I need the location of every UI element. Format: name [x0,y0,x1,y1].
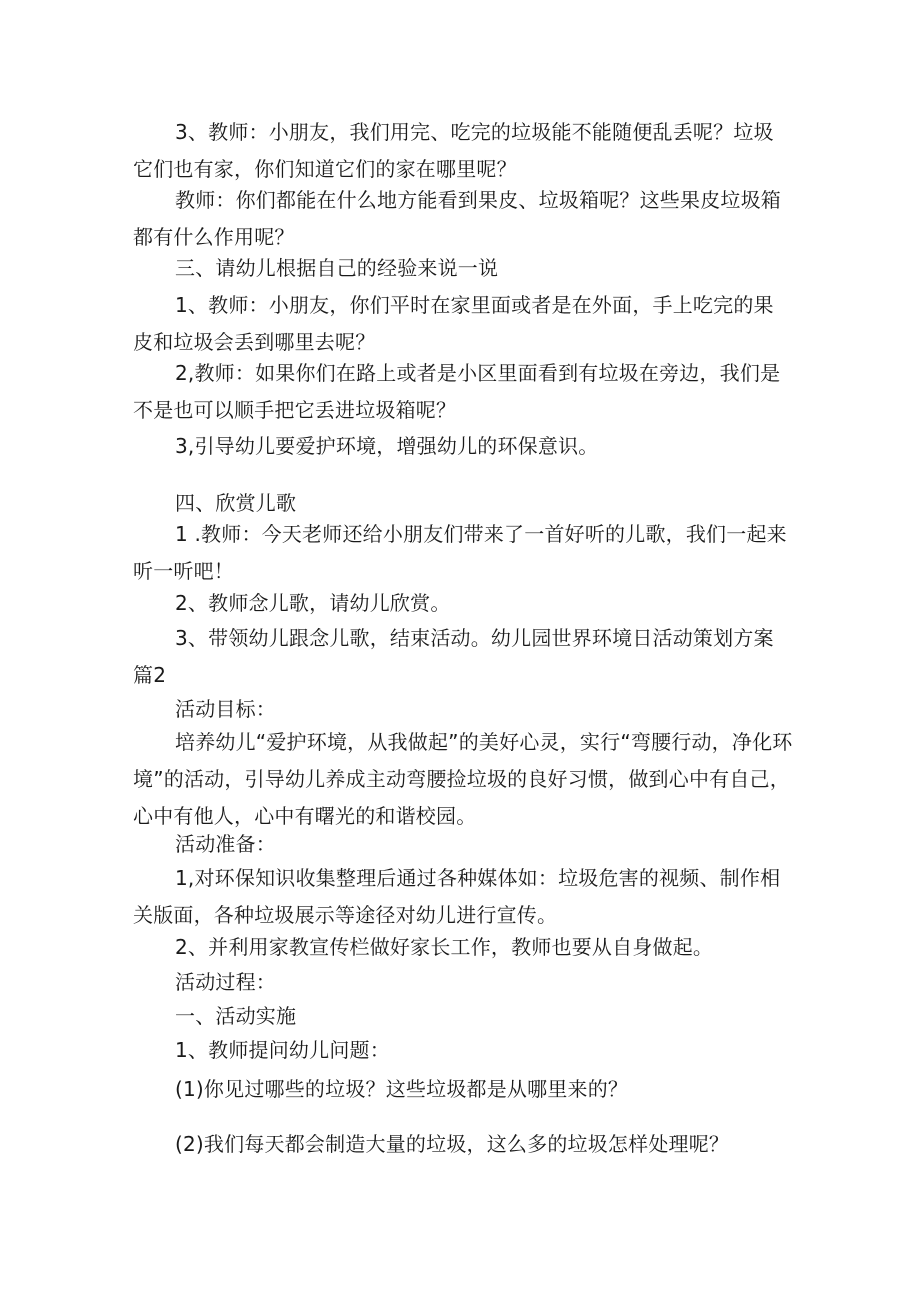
heading-section-four: 四、欣赏儿歌 [175,491,297,515]
paragraph-guide-awareness: 3,引导幼儿要爱护环境，增强幼儿的环保意识。 [175,434,599,458]
paragraph-teacher-recite: 2、教师念儿歌，请幼儿欣赏。 [175,591,451,615]
paragraph-question-two: (2)我们每天都会制造大量的垃圾，这么多的垃圾怎样处理呢？ [175,1132,730,1156]
paragraph-question-one: (1)你见过哪些的垃圾？这些垃圾都是从哪里来的？ [175,1077,629,1101]
paragraph-question-pick-up: 2,教师：如果你们在路上或者是小区里面看到有垃圾在旁边，我们是不是也可以顺手把它丢进垃圾箱呢？ [133,361,781,422]
paragraph-activity-goals: 培养幼儿“爱护环境，从我做起”的美好心灵，实行“弯腰行动，净化环境”的活动，引导幼儿养成主动弯腰捡垃圾的良好习惯，做到心中有自己，心中有他人，心中有曙光的和谐校园。 [133,730,793,828]
heading-activity-preparation: 活动准备： [175,832,276,856]
paragraph-preparation-parents: 2、并利用家教宣传栏做好家长工作，教师也要从自身做起。 [175,935,714,959]
paragraph-end-activity: 3、带领幼儿跟念儿歌，结束活动。幼儿园世界环境日活动策划方案篇2 [133,626,774,687]
paragraph-teacher-questions: 1、教师提问幼儿问题： [175,1038,390,1062]
paragraph-question-garbage-home: 3、教师：小朋友，我们用完、吃完的垃圾能不能随便乱丢呢？垃圾它们也有家，你们知道它们的家在哪里呢？ [133,120,774,181]
paragraph-question-peel-bins: 教师：你们都能在什么地方能看到果皮、垃圾箱呢？这些果皮垃圾箱都有什么作用呢？ [133,188,781,249]
paragraph-preparation-media: 1,对环保知识收集整理后通过各种媒体如：垃圾危害的视频、制作相关版面，各种垃圾展示等途径对幼儿进行宣传。 [133,866,781,927]
heading-section-three: 三、请幼儿根据自己的经验来说一说 [175,256,499,280]
heading-activity-process: 活动过程： [175,970,276,994]
paragraph-teacher-song: 1 .教师：今天老师还给小朋友们带来了一首好听的儿歌，我们一起来听一听吧！ [133,522,787,583]
heading-activity-goals: 活动目标： [175,697,276,721]
paragraph-question-where-throw: 1、教师：小朋友，你们平时在家里面或者是在外面，手上吃完的果皮和垃圾会丢到哪里去呢？ [133,293,774,354]
heading-activity-implementation: 一、活动实施 [175,1004,297,1028]
